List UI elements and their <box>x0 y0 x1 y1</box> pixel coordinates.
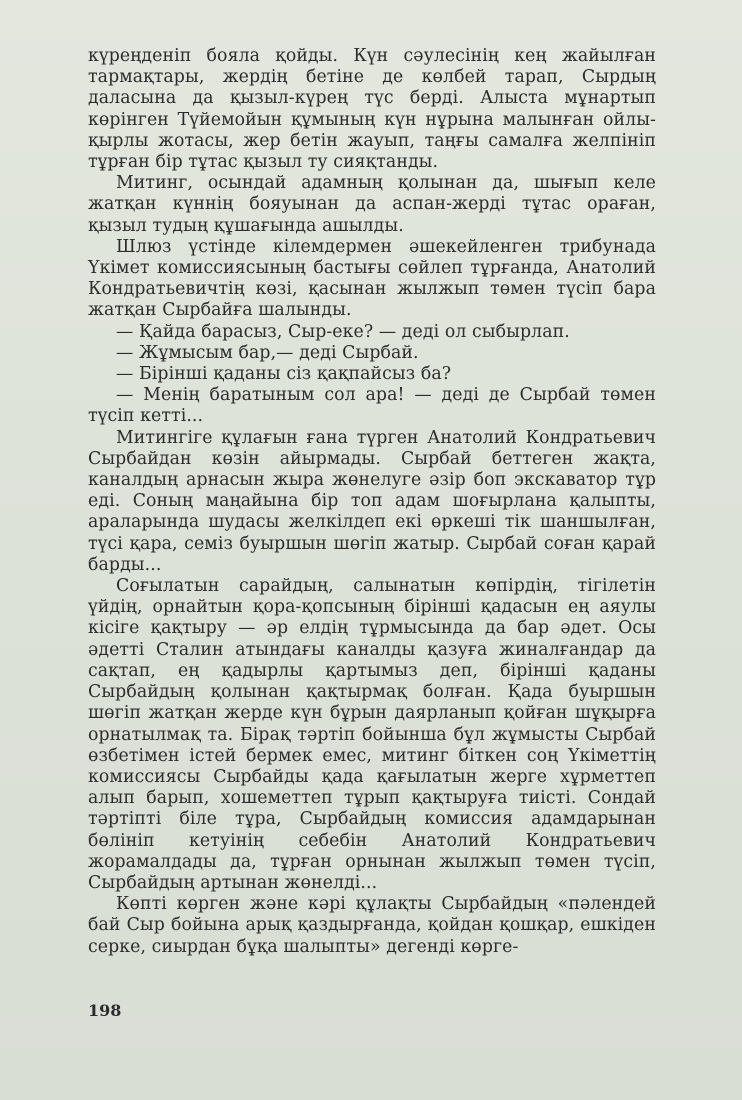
paragraph-4: Митингіге құлағын ғана түрген Анатолий Кондратьевич Сырбайдан көзін айырмады. Сырбай беттеген жақта, каналдың арнасын жыра жөнелуге әзір боп экскаватор тұр еді. Соның маңайына бір топ адам шоғырлана қалыпты, араларында шудасы желкілдеп екі өркеші тік шаншылған, түсі қара, семіз буыршын шөгіп жатыр. Сырбай соған қарай барды... <box>88 427 656 575</box>
dialogue-line-2: — Жұмысым бар,— деді Сырбай. <box>116 342 419 363</box>
paragraph-5: Соғылатын сарайдың, салынатын көпірдің, тігілетін үйдің, орнайтын қора-қопсының бірінші қадасын ең аяулы кісіге қақтыру — әр елдің тұрмысында да бар әдет. Осы әдетті Сталин атындағы каналды қазуға жиналғандар да сақтап, ең қадырлы қартымыз деп, бірінші қаданы Сырбайдың қолынан қақтырмақ болған. Қада буыршын шөгіп жатқан жерде күн бұрын даярланып қойған шұқырға орнатылмақ та. Бірақ тәртіп бойынша бұл жұмысты Сырбай өзбетімен істей бермек емес, митинг біткен соң Үкіметтің комиссиясы Сырбайды қада қағылатын жерге хұрметтеп алып барып, хошеметтеп тұрып қақтыруға тиісті. Сондай тәртіпті біле тұра, Сырбайдың комиссия адамдарынан бөлініп кетуінің себебін Анатолий Кондратьевич жорамалдады да, тұрған орнынан жылжып төмен түсіп, Сырбайдың артынан жөнелді... <box>88 576 656 893</box>
dialogue-line-1: — Қайда барасыз, Сыр-еке? — деді ол сыбырлап. <box>116 321 570 342</box>
dialogue-line-3: — Бірінші қаданы сіз қақпайсыз ба? <box>116 364 452 385</box>
body-text <box>88 46 656 958</box>
paragraph-6: Көпті көрген және кәрі құлақты Сырбайдың «пәлендей бай Сыр бойына арық қаздырғанда, қойдан қошқар, ешкіден серке, сиырдан бұқа шалыпты» дегенді көрге- <box>88 894 656 957</box>
paragraph-2: Митинг, осындай адамның қолынан да, шығып келе жатқан күннің бояуынан да аспан-жерді тұтас ораған, қызыл тудың құшағында ашылды. <box>88 173 656 236</box>
page-number: 198 <box>88 1001 122 1020</box>
paragraph-1: күреңденіп бояла қойды. Күн сәулесінің кең жайылған тармақтары, жердің бетіне де көлбей тарап, Сырдың даласына да қызыл-күрең түс берді. Алыста мұнартып көрінген Түйемойын құмының күн нұрына малынған ойлы-қырлы жотасы, жер бетін жауып, таңғы самалға желпініп тұрған бір тұтас қызыл ту сияқтанды. <box>88 46 656 173</box>
dialogue-line-4: — Менің баратыным сол ара! — деді де Сырбай төмен түсіп кетті... <box>88 385 656 427</box>
paragraph-3: Шлюз үстінде кілемдермен әшекейленген трибунада Үкімет комиссиясының бастығы сөйлеп тұрғанда, Анатолий Кондратьевичтің көзі, қасынан жылжып төмен түсіп бара жатқан Сырбайға шалынды. <box>88 236 656 321</box>
